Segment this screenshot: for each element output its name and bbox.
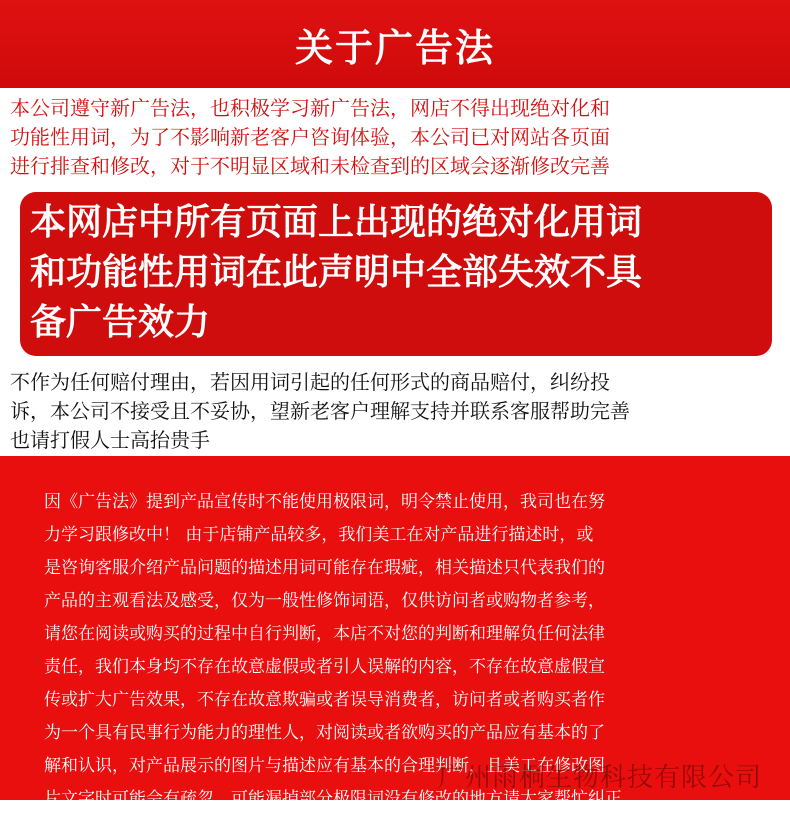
title-banner bbox=[0, 0, 790, 88]
notice-line: 功能性用词，为了不影响新老客户咨询体验，本公司已对网站各页面 bbox=[10, 125, 610, 149]
detail-line: 片文字时可能会有疏忽，可能漏掉部分极限词没有修改的地方请大家帮忙纠正 bbox=[44, 789, 622, 809]
disclaimer-line: 不作为任何赔付理由，若因用词引起的任何形式的商品赔付，纠纷投 bbox=[10, 370, 610, 394]
detail-line: 产品的主观看法及感受，仅为一般性修饰词语，仅供访问者或购物者参考， bbox=[44, 591, 605, 611]
declaration-line: 本网店中所有页面上出现的绝对化用词 bbox=[30, 202, 643, 243]
detail-line: 是咨询客服介绍产品问题的描述用词可能存在瑕疵，相关描述只代表我们的 bbox=[44, 558, 605, 578]
detail-line: 解和认识，对产品展示的图片与描述应有基本的合理判断，且美工在修改图 bbox=[44, 756, 605, 776]
compliance-notice bbox=[10, 94, 782, 181]
company-watermark: 广州雨桐生物科技有限公司 bbox=[437, 763, 762, 793]
declaration-box bbox=[20, 192, 772, 356]
page-title: 关于广告法 bbox=[294, 25, 495, 70]
detail-line: 责任，我们本身均不存在故意虚假或者引人误解的内容，不存在故意虚假宣 bbox=[44, 657, 605, 677]
declaration-line: 和功能性用词在此声明中全部失效不具 bbox=[30, 252, 643, 293]
detail-line: 传或扩大广告效果，不存在故意欺骗或者误导消费者，访问者或者购买者作 bbox=[44, 690, 605, 710]
notice-line: 进行排查和修改，对于不明显区域和未检查到的区域会逐渐修改完善 bbox=[10, 154, 610, 178]
detail-line: 为一个具有民事行为能力的理性人，对阅读或者欲购买的产品应有基本的了 bbox=[44, 723, 605, 743]
disclaimer-line: 也请打假人士高抬贵手 bbox=[10, 428, 210, 452]
declaration-text bbox=[30, 198, 642, 348]
declaration-line: 备广告效力 bbox=[30, 302, 211, 343]
detail-line: 力学习跟修改中！ 由于店铺产品较多，我们美工在对产品进行描述时，或 bbox=[44, 525, 594, 545]
detail-line: 因《广告法》提到产品宣传时不能使用极限词，明令禁止使用，我司也在努 bbox=[44, 492, 605, 512]
detail-line: 请您在阅读或购买的过程中自行判断，本店不对您的判断和理解负任何法律 bbox=[44, 624, 605, 644]
disclaimer-line: 诉，本公司不接受且不妥协，望新老客户理解支持并联系客服帮助完善 bbox=[10, 399, 630, 423]
disclaimer-text bbox=[10, 368, 782, 455]
notice-line: 本公司遵守新广告法，也积极学习新广告法，网店不得出现绝对化和 bbox=[10, 96, 610, 120]
details-panel bbox=[0, 456, 790, 809]
